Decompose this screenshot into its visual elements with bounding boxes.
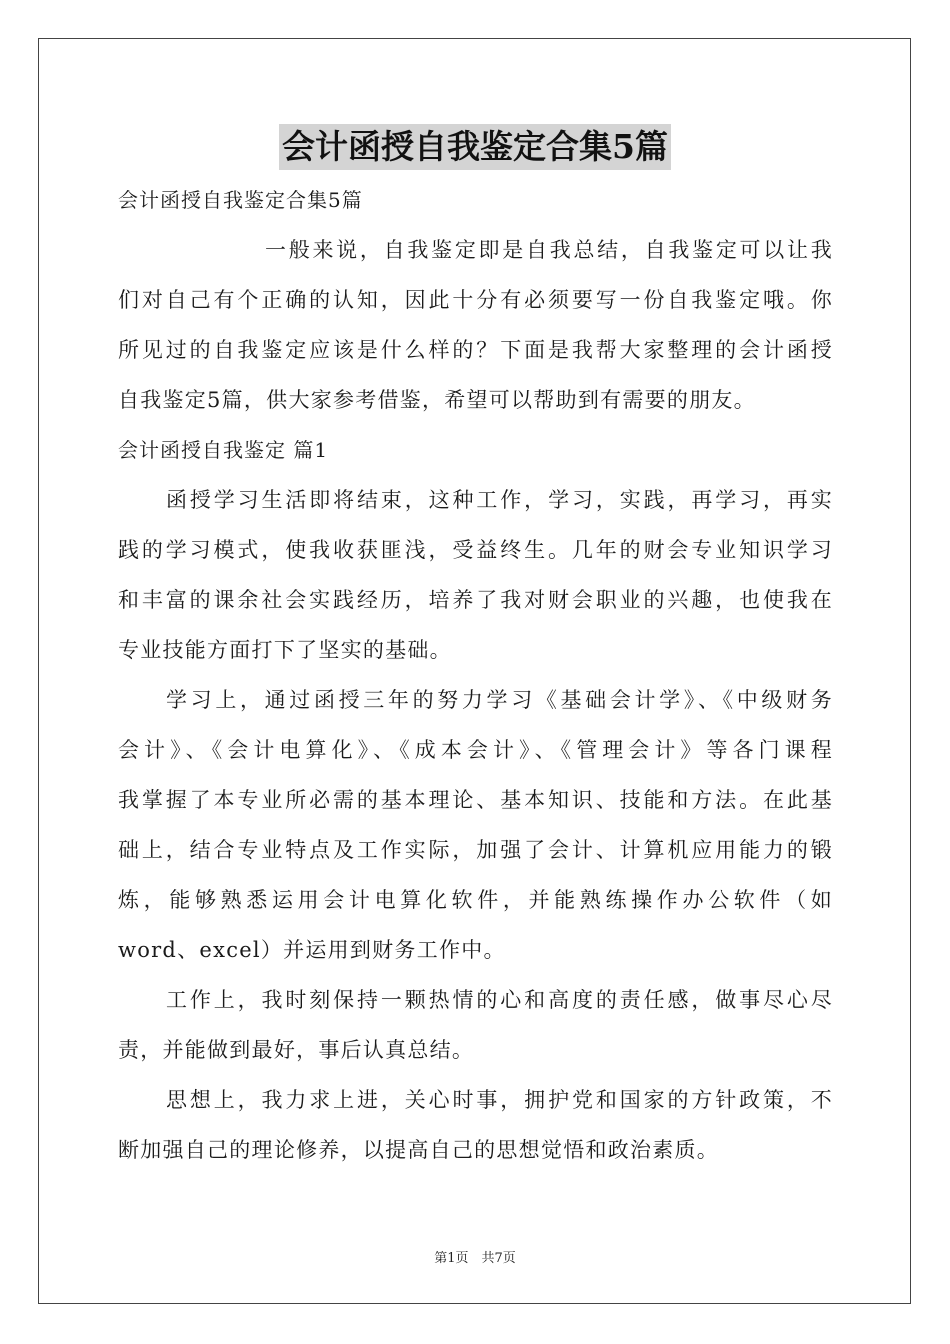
paragraph-line: 函授学习生活即将结束，这种工作，学习，实践，再学习，再实 bbox=[166, 488, 833, 512]
paragraph-line: 和丰富的课余社会实践经历，培养了我对财会职业的兴趣，也使我在 bbox=[118, 588, 833, 612]
intro-line: 们对自己有个正确的认知，因此十分有必须要写一份自我鉴定哦。你 bbox=[118, 288, 833, 312]
paragraph-line: 思想上，我力求上进，关心时事，拥护党和国家的方针政策，不 bbox=[166, 1088, 833, 1112]
paragraph-line: 础上，结合专业特点及工作实际，加强了会计、计算机应用能力的锻 bbox=[118, 838, 833, 862]
document-title: 会计函授自我鉴定合集5篇 bbox=[279, 124, 671, 170]
paragraph-line: 我掌握了本专业所必需的基本理论、基本知识、技能和方法。在此基 bbox=[118, 788, 833, 812]
document-subtitle: 会计函授自我鉴定合集5篇 bbox=[118, 188, 363, 212]
paragraph-line: 炼，能够熟悉运用会计电算化软件，并能熟练操作办公软件（如 bbox=[118, 888, 833, 912]
paragraph-line: 践的学习模式，使我收获匪浅，受益终生。几年的财会专业知识学习 bbox=[118, 538, 833, 562]
intro-line: 一般来说，自我鉴定即是自我总结，自我鉴定可以让我 bbox=[265, 238, 833, 262]
paragraph-line: 责，并能做到最好，事后认真总结。 bbox=[118, 1038, 475, 1062]
paragraph-line: 工作上，我时刻保持一颗热情的心和高度的责任感，做事尽心尽 bbox=[166, 988, 833, 1012]
intro-line: 自我鉴定5篇，供大家参考借鉴，希望可以帮助到有需要的朋友。 bbox=[118, 388, 756, 412]
title-container bbox=[0, 124, 950, 170]
paragraph-line: 学习上，通过函授三年的努力学习《基础会计学》、《中级财务 bbox=[166, 688, 833, 712]
paragraph-line: word、excel）并运用到财务工作中。 bbox=[118, 938, 506, 962]
paragraph-line: 会计》、《会计电算化》、《成本会计》、《管理会计》等各门课程 bbox=[118, 738, 833, 762]
section-heading: 会计函授自我鉴定 篇1 bbox=[118, 438, 329, 462]
intro-line: 所见过的自我鉴定应该是什么样的？下面是我帮大家整理的会计函授 bbox=[118, 338, 833, 362]
document-body bbox=[118, 175, 833, 1175]
paragraph-line: 断加强自己的理论修养，以提高自己的思想觉悟和政治素质。 bbox=[118, 1138, 720, 1162]
page-number: 第1页 共7页 bbox=[434, 1251, 516, 1266]
paragraph-line: 专业技能方面打下了坚实的基础。 bbox=[118, 638, 452, 662]
